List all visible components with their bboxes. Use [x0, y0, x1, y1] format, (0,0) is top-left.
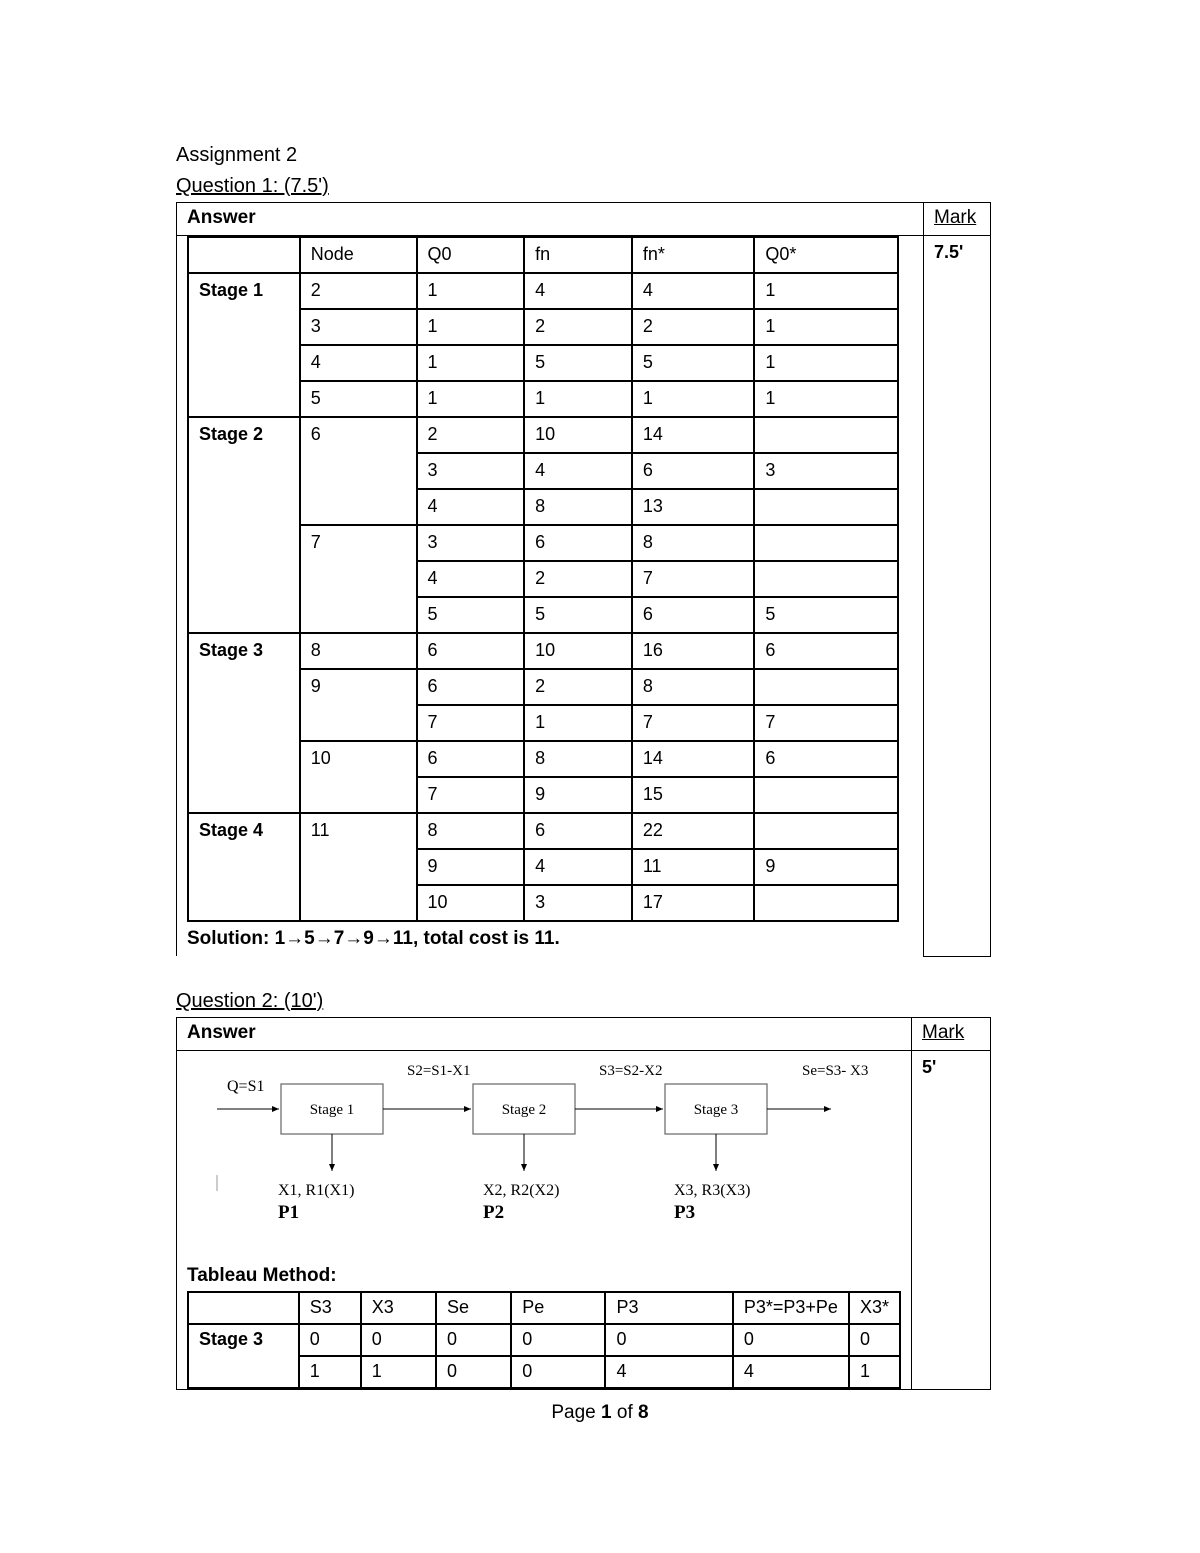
- table-row: 9 6 2 8: [188, 669, 898, 705]
- decision-2-label: X2, R2(X2): [483, 1182, 560, 1199]
- table-row: Stage 2 6 2 10 14: [188, 417, 898, 453]
- table-row: Stage 4 11 8 6 22: [188, 813, 898, 849]
- page-footer: [0, 1402, 1200, 1424]
- decision-1-label: X1, R1(X1): [278, 1182, 355, 1199]
- tableau-label: Tableau Method:: [187, 1265, 337, 1286]
- stage-3-label: Stage 3: [693, 1102, 739, 1118]
- transition-2-label: S3=S2-X2: [599, 1063, 663, 1079]
- mark-label: Mark: [924, 203, 991, 236]
- table-row: 7 9 15: [188, 777, 898, 813]
- stage-label: Stage 2: [188, 417, 300, 633]
- table-row: 5 5 6 5: [188, 597, 898, 633]
- table-row: 3 1 2 2 1: [188, 309, 898, 345]
- col-header: Q0*: [754, 237, 898, 273]
- question-1-heading: Question 1: (7.5'): [176, 175, 329, 197]
- table-row: 1 1 0 0 4 4 1: [188, 1356, 900, 1388]
- transition-3-label: Se=S3- X3: [802, 1063, 869, 1079]
- answer-label: Answer: [177, 203, 924, 236]
- mark-label: Mark: [912, 1018, 991, 1051]
- assignment-title: Assignment 2: [176, 144, 298, 166]
- return-3-label: P3: [674, 1202, 696, 1223]
- stage-flow-diagram: [187, 1051, 887, 1251]
- col-header: Pe: [511, 1292, 605, 1324]
- mark-value: 7.5': [924, 236, 991, 957]
- table-row: 3 4 6 3: [188, 453, 898, 489]
- table-row: 4 1 5 5 1: [188, 345, 898, 381]
- question-1-inner-table: [187, 236, 899, 922]
- page-number: 1: [601, 1402, 612, 1423]
- solution-text: Solution: 1→5→7→9→11, total cost is 11.: [187, 928, 560, 949]
- table-row: 10 6 8 14 6: [188, 741, 898, 777]
- stage-label: Stage 1: [188, 273, 300, 417]
- col-header: S3: [299, 1292, 361, 1324]
- col-header: P3*=P3+Pe: [733, 1292, 849, 1324]
- input-label: Q=S1: [227, 1078, 265, 1095]
- question-1-table: [176, 202, 991, 957]
- table-row: 10 3 17: [188, 885, 898, 921]
- stage-label: Stage 3: [188, 1324, 299, 1388]
- table-row: Stage 1 2 1 4 4 1: [188, 273, 898, 309]
- transition-1-label: S2=S1-X1: [407, 1063, 471, 1079]
- table-header-row: [188, 237, 898, 273]
- return-1-label: P1: [278, 1202, 300, 1223]
- col-header: Q0: [417, 237, 525, 273]
- table-row: 4 8 13: [188, 489, 898, 525]
- mark-value: 5': [912, 1051, 991, 1390]
- col-header: fn*: [632, 237, 755, 273]
- table-row: 9 4 11 9: [188, 849, 898, 885]
- page-of: of: [616, 1402, 633, 1423]
- answer-label: Answer: [177, 1018, 912, 1051]
- tableau-table: [187, 1291, 901, 1389]
- question-2-table: [176, 1017, 991, 1390]
- table-row: 5 1 1 1 1: [188, 381, 898, 417]
- stage-2-label: Stage 2: [501, 1102, 547, 1118]
- page-total: 8: [638, 1402, 649, 1423]
- stage-1-label: Stage 1: [309, 1102, 355, 1118]
- decision-3-label: X3, R3(X3): [674, 1182, 751, 1199]
- table-row: 4 2 7: [188, 561, 898, 597]
- question-2-heading: Question 2: (10'): [176, 990, 324, 1012]
- stage-label: Stage 4: [188, 813, 300, 921]
- col-header: X3: [361, 1292, 436, 1324]
- page-prefix: Page: [551, 1402, 596, 1423]
- col-header: Node: [300, 237, 417, 273]
- table-header-row: [188, 1292, 900, 1324]
- col-header: Se: [436, 1292, 511, 1324]
- table-row: 7 1 7 7: [188, 705, 898, 741]
- col-header: P3: [605, 1292, 732, 1324]
- return-2-label: P2: [483, 1202, 505, 1223]
- stage-label: Stage 3: [188, 633, 300, 813]
- table-row: Stage 3 8 6 10 16 6: [188, 633, 898, 669]
- table-row: Stage 3 0 0 0 0 0 0 0: [188, 1324, 900, 1356]
- table-row: 7 3 6 8: [188, 525, 898, 561]
- col-header: X3*: [849, 1292, 900, 1324]
- col-header: fn: [524, 237, 632, 273]
